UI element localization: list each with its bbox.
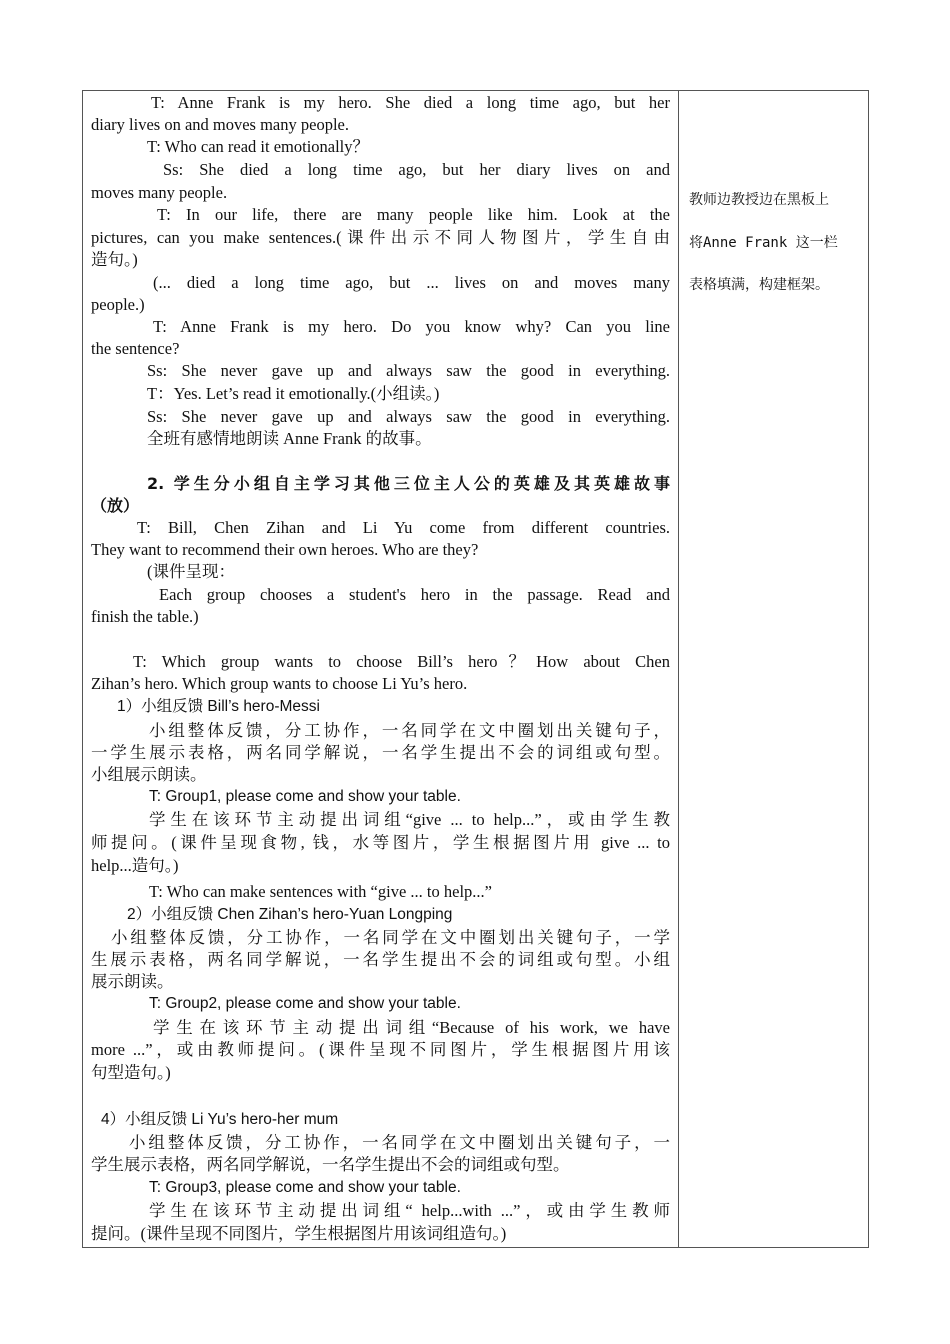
lesson-text-line: Zihan’s hero. Which group wants to choose Li Yu’s hero. [91,674,468,693]
lesson-text-line: Ss: She never gave up and always saw the good in everything. [147,407,670,426]
lesson-text-line: 学生展示表格，两名同学解说，一名学生提出不会的词组或句型。 [91,1155,570,1174]
lesson-text-line: T: Anne Frank is my hero. She died a long time ago, but her [151,93,670,112]
teacher-note-line: 教师边教授边在黑板上 [689,192,829,208]
lesson-text-line: 师提问。(课件呈现食物, 钱，水等图片，学生根据图片用 give ... to [91,833,670,852]
lesson-text-line: Ss: She died a long time ago, but her diary lives on and [163,160,670,179]
lesson-text-line: people.) [91,295,145,314]
lesson-text-line: help...造句。) [91,856,179,875]
lesson-text-line: T: Bill, Chen Zihan and Li Yu come from different countries. [137,518,670,537]
lesson-text-line: 提问。(课件呈现不同图片，学生根据图片用该词组造句。) [91,1224,507,1243]
lesson-text-line: 一学生展示表格，两名同学解说，一名学生提出不会的词组或句型。 [91,743,670,762]
lesson-text-line: 学生在该环节主动提出词组“give ... to help...”，或由学生教 [149,810,670,829]
lesson-text-line: 小组展示朗读。 [91,765,207,784]
lesson-text-line: T: Group2, please come and show your table. [149,995,461,1012]
lesson-text-line: T: Who can read it emotionally？ [147,137,370,156]
teacher-notes-cell [678,90,869,1248]
teacher-note-line: 表格填满，构建框架。 [689,277,829,293]
lesson-text-line: (课件呈现： [147,562,235,581]
lesson-text-line: 2. 学生分小组自主学习其他三位主人公的英雄及其英雄故事 [147,474,670,493]
lesson-text-line: T: Which group wants to choose Bill’s hero？How about Chen [133,652,670,671]
teacher-note-line: 将Anne Frank 这一栏 [689,235,838,251]
lesson-text-line: （放） [91,496,140,515]
lesson-text-line: 句型造句。) [91,1063,171,1082]
lesson-text-line: diary lives on and moves many people. [91,115,349,134]
lesson-text-line: 造句。) [91,250,138,269]
lesson-text-line: pictures, can you make sentences.(课件出示不同人物图片，学生自由 [91,228,670,247]
lesson-text-line: 学生在该环节主动提出词组“Because of his work, we have [153,1018,670,1037]
lesson-text-line: Each group chooses a student's hero in the passage. Read and [159,585,670,604]
lesson-text-line: moves many people. [91,183,228,202]
lesson-text-line: finish the table.) [91,607,199,626]
lesson-text-line: Ss: She never gave up and always saw the good in everything. [147,361,670,380]
lesson-text-line: They want to recommend their own heroes. Who are they? [91,540,479,559]
lesson-text-line: T：Yes. Let’s read it emotionally.(小组读。) [147,384,440,403]
lesson-text-line: more ...”，或由教师提问。(课件呈现不同图片，学生根据图片用该 [91,1040,670,1059]
lesson-text-line: 小组整体反馈，分工协作，一名同学在文中圈划出关键句子，一学 [111,928,670,947]
lesson-text-line: 小组整体反馈，分工协作，一名同学在文中圈划出关键句子， [149,721,670,740]
lesson-text-line: the sentence? [91,339,180,358]
lesson-text-line: 1）小组反馈 Bill’s hero-Messi [117,698,320,715]
lesson-text-line: 学生在该环节主动提出词组“ help...with ...”，或由学生教师 [149,1201,670,1220]
lesson-text-line: 展示朗读。 [91,972,174,991]
lesson-text-line: (... died a long time ago, but ... lives on and moves many [153,273,670,292]
lesson-text-line: T: In our life, there are many people like him. Look at the [157,205,670,224]
lesson-text-line: T: Group1, please come and show your table. [149,788,461,805]
lesson-text-line: 全班有感情地朗读 Anne Frank 的故事。 [147,429,432,448]
lesson-text-line: T: Group3, please come and show your table. [149,1179,461,1196]
lesson-text-line: 小组整体反馈，分工协作，一名同学在文中圈划出关键句子，一 [129,1133,670,1152]
lesson-text-line: T: Anne Frank is my hero. Do you know why? Can you line [153,317,670,336]
lesson-text-line: 2）小组反馈 Chen Zihan’s hero-Yuan Longping [127,906,453,923]
lesson-text-line: 生展示表格，两名同学解说，一名学生提出不会的词组或句型。小组 [91,950,670,969]
lesson-text-line: 4）小组反馈 Li Yu’s hero-her mum [101,1111,339,1128]
lesson-text-line: T: Who can make sentences with “give ... to help...” [149,882,492,901]
